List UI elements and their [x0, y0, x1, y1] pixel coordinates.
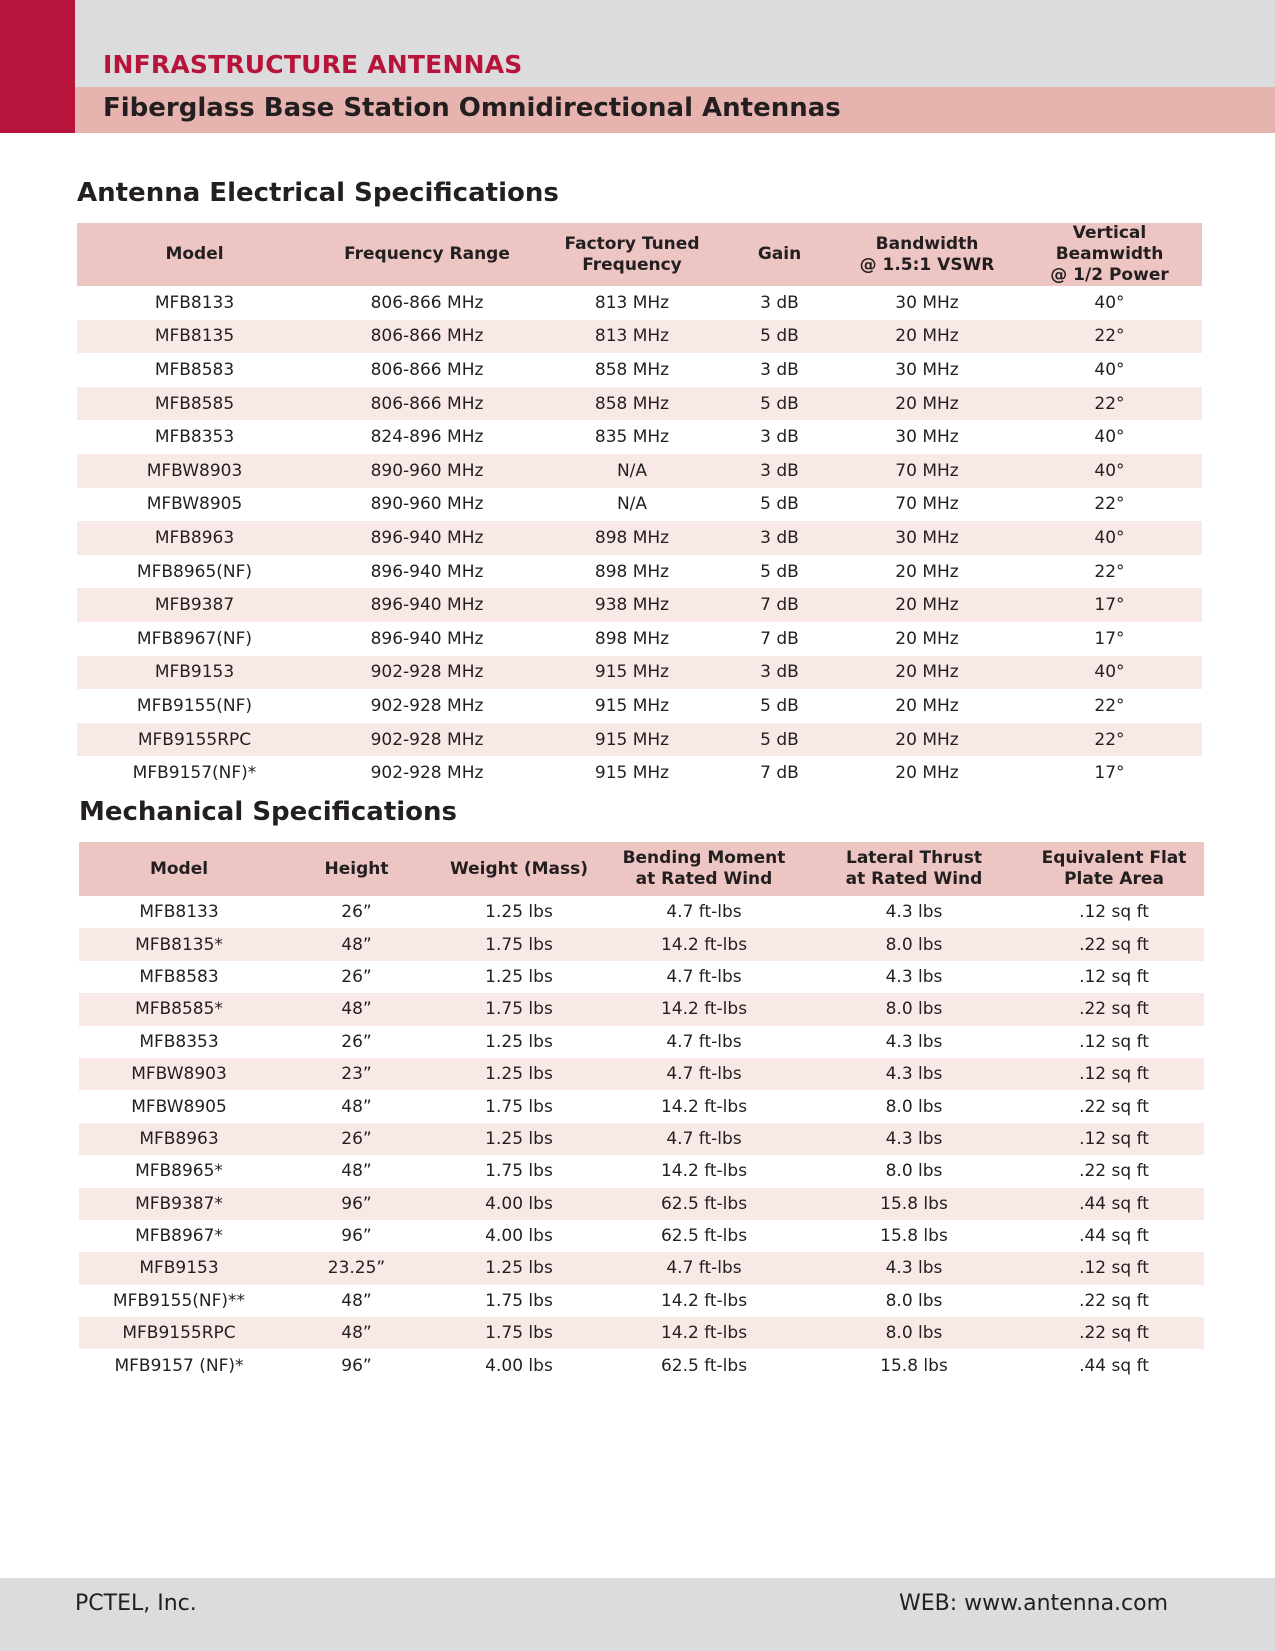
table-cell: 7 dB [760, 763, 799, 784]
table-cell: 1.75 lbs [434, 928, 604, 960]
table-cell: 22° [1017, 320, 1202, 354]
column-header: Model [77, 223, 312, 286]
table-cell: 30 MHz [837, 521, 1017, 555]
column-header: Lateral Thrust at Rated Wind [804, 842, 1024, 896]
table-cell: N/A [542, 454, 722, 488]
table-cell: MFB8353 [139, 1031, 219, 1052]
mechanical-section-title: Mechanical Specifications [79, 797, 458, 827]
table-cell: 15.8 lbs [880, 1226, 948, 1247]
table-cell: MFB9155RPC [79, 1317, 279, 1349]
table-cell: .12 sq ft [1079, 902, 1149, 923]
table-row [77, 454, 1202, 488]
table-cell: 1.75 lbs [485, 1096, 553, 1117]
table-cell: 5 dB [722, 723, 837, 757]
table-cell: 4.7 ft-lbs [666, 1031, 742, 1052]
table-cell: 8.0 lbs [804, 1317, 1024, 1349]
table-row [79, 1026, 1204, 1058]
table-cell: MFB8967(NF) [136, 628, 253, 649]
table-cell: 26” [341, 966, 372, 987]
table-cell: MFB8963 [79, 1123, 279, 1155]
table-cell: 824-896 MHz [370, 427, 484, 448]
table-cell: .12 sq ft [1024, 1123, 1204, 1155]
table-cell: 1.75 lbs [434, 993, 604, 1025]
table-row [79, 1317, 1204, 1349]
table-cell: .22 sq ft [1079, 1161, 1149, 1182]
table-cell: 915 MHz [594, 695, 670, 716]
table-cell: N/A [616, 494, 648, 515]
table-cell: 3 dB [722, 656, 837, 690]
table-row [77, 622, 1202, 656]
table-row [79, 1188, 1204, 1220]
table-cell: 4.7 ft-lbs [666, 966, 742, 987]
table-cell: 20 MHz [895, 695, 959, 716]
table-cell: MFB8963 [77, 521, 312, 555]
table-row [79, 993, 1204, 1025]
table-cell: 20 MHz [837, 387, 1017, 421]
brand-color-block [0, 0, 75, 133]
table-cell: 7 dB [760, 628, 799, 649]
column-header: Bending Moment at Rated Wind [604, 842, 804, 896]
table-cell: 48” [341, 1096, 372, 1117]
column-header: Model [79, 842, 279, 896]
table-cell: 40° [1094, 292, 1125, 313]
table-row [77, 521, 1202, 555]
table-cell: 20 MHz [837, 320, 1017, 354]
table-cell: 890-960 MHz [370, 494, 484, 515]
table-cell: .44 sq ft [1024, 1188, 1204, 1220]
table-cell: 22° [1017, 723, 1202, 757]
table-cell: 1.25 lbs [485, 902, 553, 923]
table-cell: 896-940 MHz [312, 521, 542, 555]
table-cell: 1.75 lbs [485, 1161, 553, 1182]
table-cell: 813 MHz [542, 320, 722, 354]
table-cell: 3 dB [760, 427, 799, 448]
table-cell: 17° [1094, 763, 1125, 784]
table-cell: 806-866 MHz [370, 292, 484, 313]
table-cell: .22 sq ft [1024, 928, 1204, 960]
table-cell: MFB8585* [79, 993, 279, 1025]
table-cell: 898 MHz [542, 521, 722, 555]
table-cell: 40° [1094, 359, 1125, 380]
table-cell: 806-866 MHz [312, 320, 542, 354]
table-row [79, 1285, 1204, 1317]
table-cell: 806-866 MHz [312, 387, 542, 421]
mechanical-specs-table [79, 842, 1204, 1382]
table-cell: 8.0 lbs [804, 993, 1024, 1025]
column-header: Height [279, 842, 434, 896]
table-row [77, 689, 1202, 723]
table-cell: 20 MHz [837, 656, 1017, 690]
table-cell: 40° [1017, 656, 1202, 690]
table-cell: .12 sq ft [1079, 966, 1149, 987]
table-cell: MFB9387* [79, 1188, 279, 1220]
table-cell: MFB8583 [139, 966, 219, 987]
table-row [77, 488, 1202, 522]
table-cell: MFB9155(NF)** [112, 1290, 246, 1311]
table-cell: 23” [279, 1058, 434, 1090]
table-cell: 1.75 lbs [434, 1317, 604, 1349]
table-row [77, 320, 1202, 354]
table-cell: 902-928 MHz [370, 763, 484, 784]
table-cell: 26” [341, 902, 372, 923]
table-cell: 22° [1094, 561, 1125, 582]
category-title: INFRASTRUCTURE ANTENNAS [103, 50, 523, 79]
column-header: Equivalent Flat Plate Area [1024, 842, 1204, 896]
table-cell: 4.3 lbs [885, 966, 943, 987]
table-cell: 17° [1017, 588, 1202, 622]
table-cell: 96” [279, 1188, 434, 1220]
table-row [77, 756, 1202, 790]
table-row [77, 387, 1202, 421]
table-cell: 17° [1094, 628, 1125, 649]
table-cell: 3 dB [722, 521, 837, 555]
table-cell: 62.5 ft-lbs [660, 1355, 748, 1376]
table-row [79, 928, 1204, 960]
table-cell: .22 sq ft [1024, 993, 1204, 1025]
table-cell: .44 sq ft [1079, 1226, 1149, 1247]
table-cell: 5 dB [760, 561, 799, 582]
table-header-row [79, 842, 1204, 896]
table-cell: .22 sq ft [1079, 1096, 1149, 1117]
table-cell: .44 sq ft [1079, 1355, 1149, 1376]
table-cell: MFB8583 [154, 359, 235, 380]
table-row [77, 286, 1202, 320]
table-cell: 902-928 MHz [370, 695, 484, 716]
table-cell: MFB9155(NF) [136, 695, 253, 716]
table-cell: .12 sq ft [1024, 1058, 1204, 1090]
column-header: Bandwidth @ 1.5:1 VSWR [837, 223, 1017, 286]
table-cell: 896-940 MHz [370, 561, 484, 582]
table-row [77, 656, 1202, 690]
column-header: Weight (Mass) [434, 842, 604, 896]
table-cell: 30 MHz [895, 427, 959, 448]
column-header: Vertical Beamwidth @ 1/2 Power [1017, 223, 1202, 286]
table-cell: 4.7 ft-lbs [604, 1123, 804, 1155]
table-cell: 14.2 ft-lbs [604, 928, 804, 960]
table-cell: MFB9153 [77, 656, 312, 690]
table-cell: .22 sq ft [1079, 1290, 1149, 1311]
electrical-section-title: Antenna Electrical Specifications [77, 178, 559, 208]
table-cell: 26” [279, 1123, 434, 1155]
table-cell: .12 sq ft [1079, 1031, 1149, 1052]
table-cell: 890-960 MHz [312, 454, 542, 488]
footer-web: WEB: www.antenna.com [899, 1591, 1169, 1616]
table-row [79, 1090, 1204, 1122]
table-cell: 26” [341, 1031, 372, 1052]
table-cell: 30 MHz [895, 359, 959, 380]
table-cell: MFB8967* [135, 1226, 223, 1247]
table-cell: 896-940 MHz [370, 628, 484, 649]
table-row [79, 1220, 1204, 1252]
table-cell: 4.3 lbs [804, 1058, 1024, 1090]
table-cell: 4.3 lbs [804, 1123, 1024, 1155]
table-cell: 20 MHz [837, 588, 1017, 622]
table-cell: 14.2 ft-lbs [604, 993, 804, 1025]
table-cell: 48” [341, 1161, 372, 1182]
table-cell: 4.7 ft-lbs [604, 1252, 804, 1284]
table-cell: 813 MHz [594, 292, 670, 313]
table-cell: 4.7 ft-lbs [604, 1058, 804, 1090]
table-cell: 23.25” [279, 1252, 434, 1284]
table-cell: .22 sq ft [1024, 1317, 1204, 1349]
table-cell: 858 MHz [542, 387, 722, 421]
table-cell: 96” [341, 1226, 372, 1247]
table-cell: 4.3 lbs [885, 1031, 943, 1052]
table-row [79, 1058, 1204, 1090]
table-row [77, 588, 1202, 622]
table-cell: MFB9155RPC [77, 723, 312, 757]
table-cell: MFB8585 [77, 387, 312, 421]
table-cell: 915 MHz [542, 656, 722, 690]
table-cell: MFB8965(NF) [136, 561, 253, 582]
table-cell: 8.0 lbs [885, 1290, 943, 1311]
table-row [79, 1123, 1204, 1155]
table-cell: 898 MHz [594, 628, 670, 649]
table-row [79, 1349, 1204, 1381]
table-cell: 14.2 ft-lbs [604, 1317, 804, 1349]
table-cell: 858 MHz [594, 359, 670, 380]
table-cell: 915 MHz [594, 763, 670, 784]
table-cell: 1.25 lbs [485, 966, 553, 987]
table-cell: MFB8135* [79, 928, 279, 960]
table-cell: 40° [1094, 427, 1125, 448]
table-cell: MFB8133 [139, 902, 219, 923]
table-cell: 902-928 MHz [312, 723, 542, 757]
table-cell: 1.25 lbs [485, 1031, 553, 1052]
table-cell: 4.00 lbs [485, 1226, 553, 1247]
table-cell: MFBW8903 [79, 1058, 279, 1090]
table-cell: 1.25 lbs [434, 1123, 604, 1155]
table-cell: 4.3 lbs [804, 1252, 1024, 1284]
table-cell: 15.8 lbs [804, 1188, 1024, 1220]
table-cell: MFBW8905 [131, 1096, 227, 1117]
table-cell: 1.25 lbs [434, 1058, 604, 1090]
table-cell: 806-866 MHz [370, 359, 484, 380]
table-cell: 938 MHz [542, 588, 722, 622]
table-cell: 14.2 ft-lbs [660, 1161, 748, 1182]
table-cell: 48” [279, 928, 434, 960]
table-cell: 14.2 ft-lbs [660, 1096, 748, 1117]
table-cell: 22° [1017, 387, 1202, 421]
table-cell: 8.0 lbs [804, 928, 1024, 960]
table-cell: 898 MHz [594, 561, 670, 582]
table-cell: 8.0 lbs [885, 1096, 943, 1117]
table-cell: 4.00 lbs [485, 1355, 553, 1376]
column-header: Factory Tuned Frequency [542, 223, 722, 286]
table-cell: 3 dB [722, 454, 837, 488]
table-cell: 20 MHz [837, 723, 1017, 757]
table-cell: MFB8965* [135, 1161, 223, 1182]
table-cell: MFB9387 [77, 588, 312, 622]
table-cell: 62.5 ft-lbs [604, 1188, 804, 1220]
column-header: Gain [722, 223, 837, 286]
table-cell: 70 MHz [895, 494, 959, 515]
document-title: Fiberglass Base Station Omnidirectional Antennas [103, 93, 841, 123]
table-cell: MFB9157(NF)* [132, 763, 257, 784]
table-row [79, 1252, 1204, 1284]
table-cell: 20 MHz [895, 561, 959, 582]
table-cell: 22° [1094, 695, 1125, 716]
table-row [77, 555, 1202, 589]
table-row [79, 1155, 1204, 1187]
footer-company: PCTEL, Inc. [75, 1591, 197, 1616]
table-cell: 5 dB [722, 387, 837, 421]
table-cell: 4.3 lbs [885, 902, 943, 923]
table-cell: 1.25 lbs [434, 1252, 604, 1284]
column-header: Frequency Range [312, 223, 542, 286]
table-cell: MFB9153 [79, 1252, 279, 1284]
table-cell: 915 MHz [542, 723, 722, 757]
table-cell: 70 MHz [837, 454, 1017, 488]
table-cell: 7 dB [722, 588, 837, 622]
table-cell: 40° [1017, 521, 1202, 555]
table-cell: 3 dB [760, 359, 799, 380]
table-cell: 62.5 ft-lbs [660, 1226, 748, 1247]
table-cell: MFB8135 [77, 320, 312, 354]
table-cell: 96” [341, 1355, 372, 1376]
table-cell: 14.2 ft-lbs [660, 1290, 748, 1311]
table-cell: 8.0 lbs [885, 1161, 943, 1182]
table-row [79, 961, 1204, 993]
table-cell: 835 MHz [594, 427, 670, 448]
table-cell: 40° [1017, 454, 1202, 488]
electrical-specs-table [77, 223, 1202, 790]
table-cell: 22° [1094, 494, 1125, 515]
table-cell: 48” [279, 993, 434, 1025]
table-cell: .12 sq ft [1024, 1252, 1204, 1284]
table-cell: 5 dB [722, 320, 837, 354]
table-cell: 896-940 MHz [312, 588, 542, 622]
table-cell: MFBW8903 [77, 454, 312, 488]
table-cell: 3 dB [760, 292, 799, 313]
table-cell: MFBW8905 [146, 494, 243, 515]
table-cell: 48” [341, 1290, 372, 1311]
table-cell: 20 MHz [895, 763, 959, 784]
table-row [77, 353, 1202, 387]
table-row [79, 896, 1204, 928]
table-cell: MFB9157 (NF)* [114, 1355, 244, 1376]
table-cell: 20 MHz [895, 628, 959, 649]
table-cell: 15.8 lbs [880, 1355, 948, 1376]
table-header-row [77, 223, 1202, 286]
table-cell: 5 dB [760, 494, 799, 515]
table-row [77, 420, 1202, 454]
table-cell: 48” [279, 1317, 434, 1349]
table-cell: 902-928 MHz [312, 656, 542, 690]
table-cell: 1.75 lbs [485, 1290, 553, 1311]
table-cell: 4.00 lbs [434, 1188, 604, 1220]
table-cell: 4.7 ft-lbs [666, 902, 742, 923]
table-cell: 30 MHz [895, 292, 959, 313]
table-row [77, 723, 1202, 757]
table-cell: 5 dB [760, 695, 799, 716]
table-cell: MFB8353 [154, 427, 235, 448]
table-cell: MFB8133 [154, 292, 235, 313]
